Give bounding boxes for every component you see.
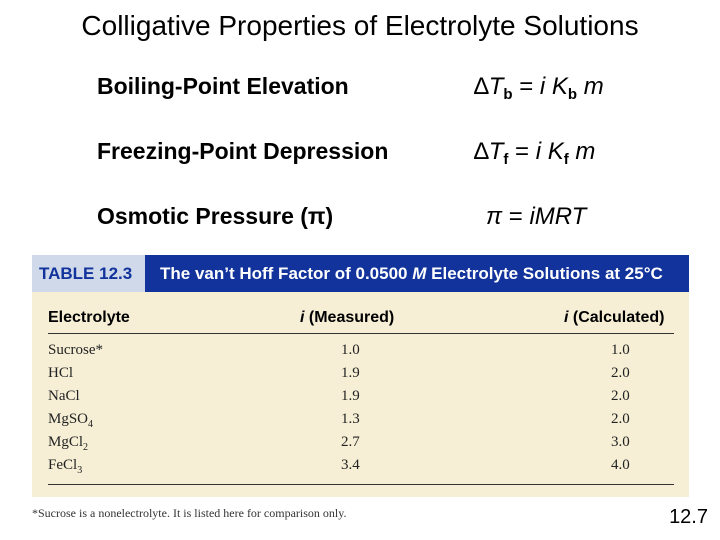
- eq-m: m: [568, 138, 596, 165]
- electrolyte-name: MgSO$_4$: [48, 411, 94, 430]
- electrolyte-name: HCl: [48, 365, 74, 381]
- measured-value: 1.0: [341, 342, 360, 358]
- eq-equals: =: [508, 138, 536, 165]
- slide-title: Colligative Properties of Electrolyte Solutions: [81, 10, 639, 41]
- col-header-calculated: [564, 309, 664, 327]
- calculated-value: 4.0: [611, 457, 630, 473]
- table-tag: TABLE 12.3: [32, 255, 145, 292]
- eq-formula: iMRT: [529, 203, 587, 230]
- col-header-measured: [300, 309, 394, 327]
- eq-i: i: [539, 73, 546, 100]
- eq-i: i: [535, 138, 542, 165]
- freezing-point-label: Freezing-Point Depression: [97, 138, 389, 164]
- table-bottom-divider: [48, 484, 674, 485]
- boiling-point-label: Boiling-Point Elevation: [97, 73, 349, 99]
- vant-hoff-table: [32, 255, 689, 497]
- eq-ksub: f: [563, 151, 569, 168]
- calculated-value: 2.0: [611, 388, 630, 404]
- pi-symbol: π: [486, 203, 503, 230]
- boiling-point-equation: [474, 73, 604, 103]
- measured-value: 1.9: [341, 388, 360, 404]
- eq-equals: =: [502, 203, 530, 230]
- eq-m: m: [577, 73, 604, 100]
- freezing-point-equation: [474, 138, 595, 168]
- eq-ksub: b: [567, 86, 578, 103]
- slide-number: 12.7: [669, 506, 708, 528]
- eq-k: K: [545, 73, 568, 100]
- col-i: i: [564, 309, 569, 326]
- eq-equals: =: [512, 73, 540, 100]
- electrolyte-name: MgCl$_2$: [48, 434, 89, 453]
- table-footnote: *Sucrose is a nonelectrolyte. It is listed here for comparison only.: [32, 506, 347, 520]
- calculated-value: 1.0: [611, 342, 630, 358]
- eq-var: T: [488, 138, 504, 165]
- calculated-value: 2.0: [611, 365, 630, 381]
- eq-sub: b: [503, 86, 513, 103]
- table-header-bar: [32, 255, 689, 292]
- measured-value: 2.7: [341, 434, 360, 450]
- header-divider: [48, 333, 674, 334]
- osmotic-pressure-label: Osmotic Pressure (π): [97, 203, 334, 229]
- col-rest: (Measured): [304, 309, 395, 326]
- col-i: i: [300, 309, 305, 326]
- eq-sub: f: [503, 151, 509, 168]
- measured-value: 3.4: [341, 457, 360, 473]
- caption-post: Electrolyte Solutions at 25°C: [426, 264, 663, 283]
- delta-symbol: ∆: [474, 138, 489, 165]
- calculated-value: 3.0: [611, 434, 630, 450]
- electrolyte-name: NaCl: [48, 388, 80, 404]
- measured-value: 1.9: [341, 365, 360, 381]
- eq-var: T: [488, 73, 504, 100]
- col-rest: (Calculated): [568, 309, 665, 326]
- col-header-electrolyte: Electrolyte: [48, 309, 130, 326]
- delta-symbol: ∆: [474, 73, 489, 100]
- eq-k: K: [541, 138, 564, 165]
- measured-value: 1.3: [341, 411, 360, 427]
- table-caption: [160, 255, 663, 292]
- osmotic-pressure-equation: [486, 203, 586, 231]
- electrolyte-name: FeCl$_3$: [48, 457, 83, 476]
- electrolyte-name: Sucrose*: [48, 342, 103, 358]
- caption-m: M: [412, 264, 427, 283]
- calculated-value: 2.0: [611, 411, 630, 427]
- caption-pre: The van’t Hoff Factor of 0.0500: [160, 264, 413, 283]
